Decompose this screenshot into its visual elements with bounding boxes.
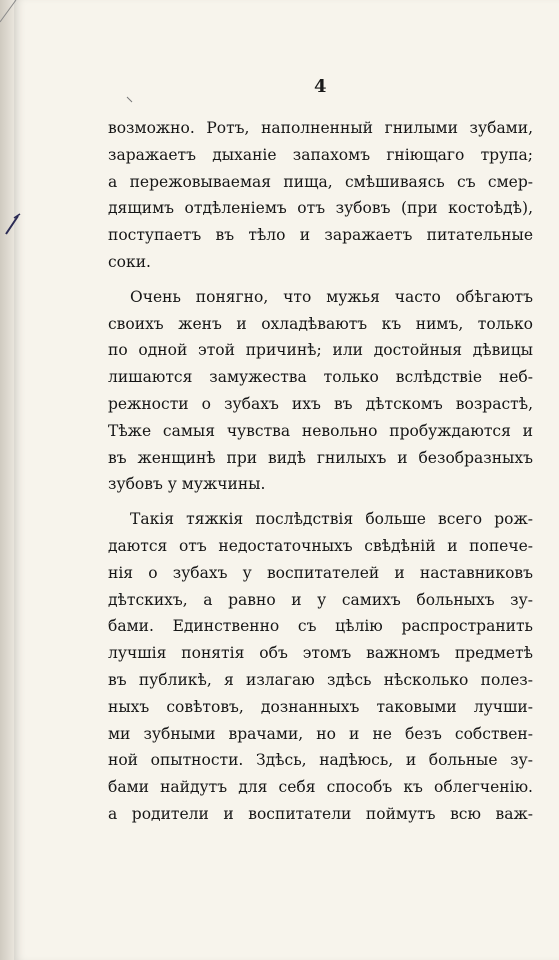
text-line: ной опытности. Здѣсь, надѣюсь, и больные зу- bbox=[108, 751, 533, 770]
page-number: 4 bbox=[314, 76, 327, 97]
margin-ink-mark bbox=[4, 212, 22, 240]
text-line: лишаются замужества только вслѣдствіе неб- bbox=[108, 368, 533, 387]
paragraph bbox=[108, 506, 533, 828]
page-edge-shadow bbox=[0, 0, 14, 960]
body-text bbox=[108, 115, 533, 836]
text-line: режности о зубахъ ихъ въ дѣтскомъ возрастѣ, bbox=[108, 394, 533, 413]
paragraph bbox=[108, 115, 533, 276]
text-line: нія о зубахъ у воспитателей и наставниковъ bbox=[108, 563, 533, 582]
text-line: Очень понягно, что мужья часто обѣгаютъ bbox=[130, 287, 533, 306]
small-tick-mark bbox=[126, 96, 134, 107]
text-line: ми зубными врачами, но и не безъ собствен- bbox=[108, 724, 533, 743]
text-line: по одной этой причинѣ; или достойныя дѣвицы bbox=[108, 341, 533, 360]
text-line: ныхъ совѣтовъ, дознанныхъ таковыми лучши- bbox=[108, 697, 533, 716]
text-line: поступаетъ въ тѣло и заражаетъ питательные bbox=[108, 226, 533, 245]
text-line: бами найдутъ для себя способъ къ облегченію. bbox=[108, 778, 533, 797]
text-line: зубовъ у мужчины. bbox=[108, 475, 266, 494]
text-line: возможно. Ротъ, наполненный гнилыми зубами, bbox=[108, 119, 533, 137]
text-line: Тѣже самыя чувства невольно пробуждаются и bbox=[108, 421, 533, 440]
text-line: заражаетъ дыханіе запахомъ гніющаго трупа; bbox=[108, 145, 533, 164]
text-line: въ публикѣ, я излагаю здѣсь нѣсколько полез- bbox=[108, 670, 533, 689]
text-line: дящимъ отдѣленіемъ отъ зубовъ (при костоѣдѣ), bbox=[108, 199, 533, 218]
text-line: а родители и воспитатели поймутъ всю важ- bbox=[108, 804, 533, 823]
text-line: а пережовываемая пища, смѣшиваясь съ смер- bbox=[108, 172, 533, 191]
text-line: дѣтскихъ, а равно и у самихъ больныхъ зу- bbox=[108, 590, 533, 609]
text-line: соки. bbox=[108, 252, 151, 271]
text-line: лучшія понятія объ этомъ важномъ предметѣ bbox=[108, 644, 533, 663]
text-line: бами. Единственно съ цѣлію распространить bbox=[108, 617, 533, 636]
text-line: даются отъ недостаточныхъ свѣдѣній и попече- bbox=[108, 536, 533, 555]
page-corner-mark bbox=[0, 0, 40, 40]
paragraph bbox=[108, 284, 533, 498]
text-line: своихъ женъ и охладѣваютъ къ нимъ, только bbox=[108, 314, 533, 333]
text-line: въ женщинѣ при видѣ гнилыхъ и безобразныхъ bbox=[108, 448, 533, 467]
text-line: Такія тяжкія послѣдствія больше всего рож- bbox=[130, 510, 533, 529]
